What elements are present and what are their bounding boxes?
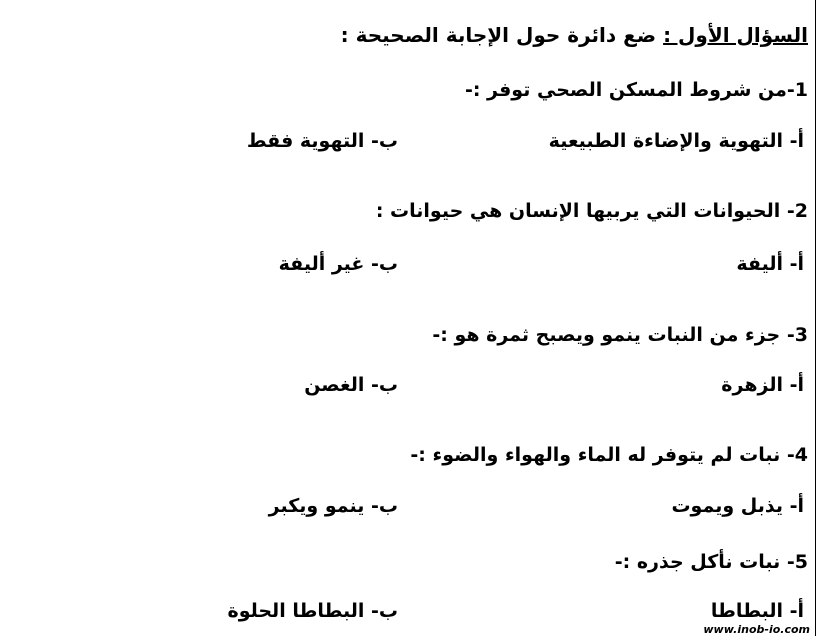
heading-instruction: ضع دائرة حول الإجابة الصحيحة : (340, 23, 657, 47)
heading-label: السؤال الأول : (663, 23, 808, 47)
question-2-option-b[interactable]: ب- غير أليفة (278, 253, 398, 275)
question-3-text: 3- جزء من النبات ينمو ويصبح ثمرة هو :- (432, 324, 808, 346)
question-3-option-a[interactable]: أ- الزهرة (721, 374, 804, 396)
question-5-text: 5- نبات نأكل جذره :- (614, 551, 808, 573)
question-2-option-a[interactable]: أ- أليفة (736, 253, 804, 275)
question-heading (341, 22, 808, 48)
question-4-option-a[interactable]: أ- يذبل ويموت (671, 495, 804, 517)
question-1-option-a[interactable]: أ- التهوية والإضاءة الطبيعية (548, 130, 804, 152)
question-4-option-b[interactable]: ب- ينمو ويكبر (268, 495, 398, 517)
site-watermark: www.inob-io.com (703, 623, 810, 636)
question-3-option-b[interactable]: ب- الغصن (304, 374, 398, 396)
question-1-option-b[interactable]: ب- التهوية فقط (246, 130, 398, 152)
question-2-text: 2- الحيوانات التي يربيها الإنسان هي حيوانات : (375, 200, 808, 222)
question-4-text: 4- نبات لم يتوفر له الماء والهواء والضوء :- (410, 444, 808, 466)
question-5-option-a[interactable]: أ- البطاطا (710, 600, 804, 622)
question-1-text: 1-من شروط المسكن الصحي توفر :- (464, 79, 808, 101)
question-5-option-b[interactable]: ب- البطاطا الحلوة (227, 600, 398, 622)
